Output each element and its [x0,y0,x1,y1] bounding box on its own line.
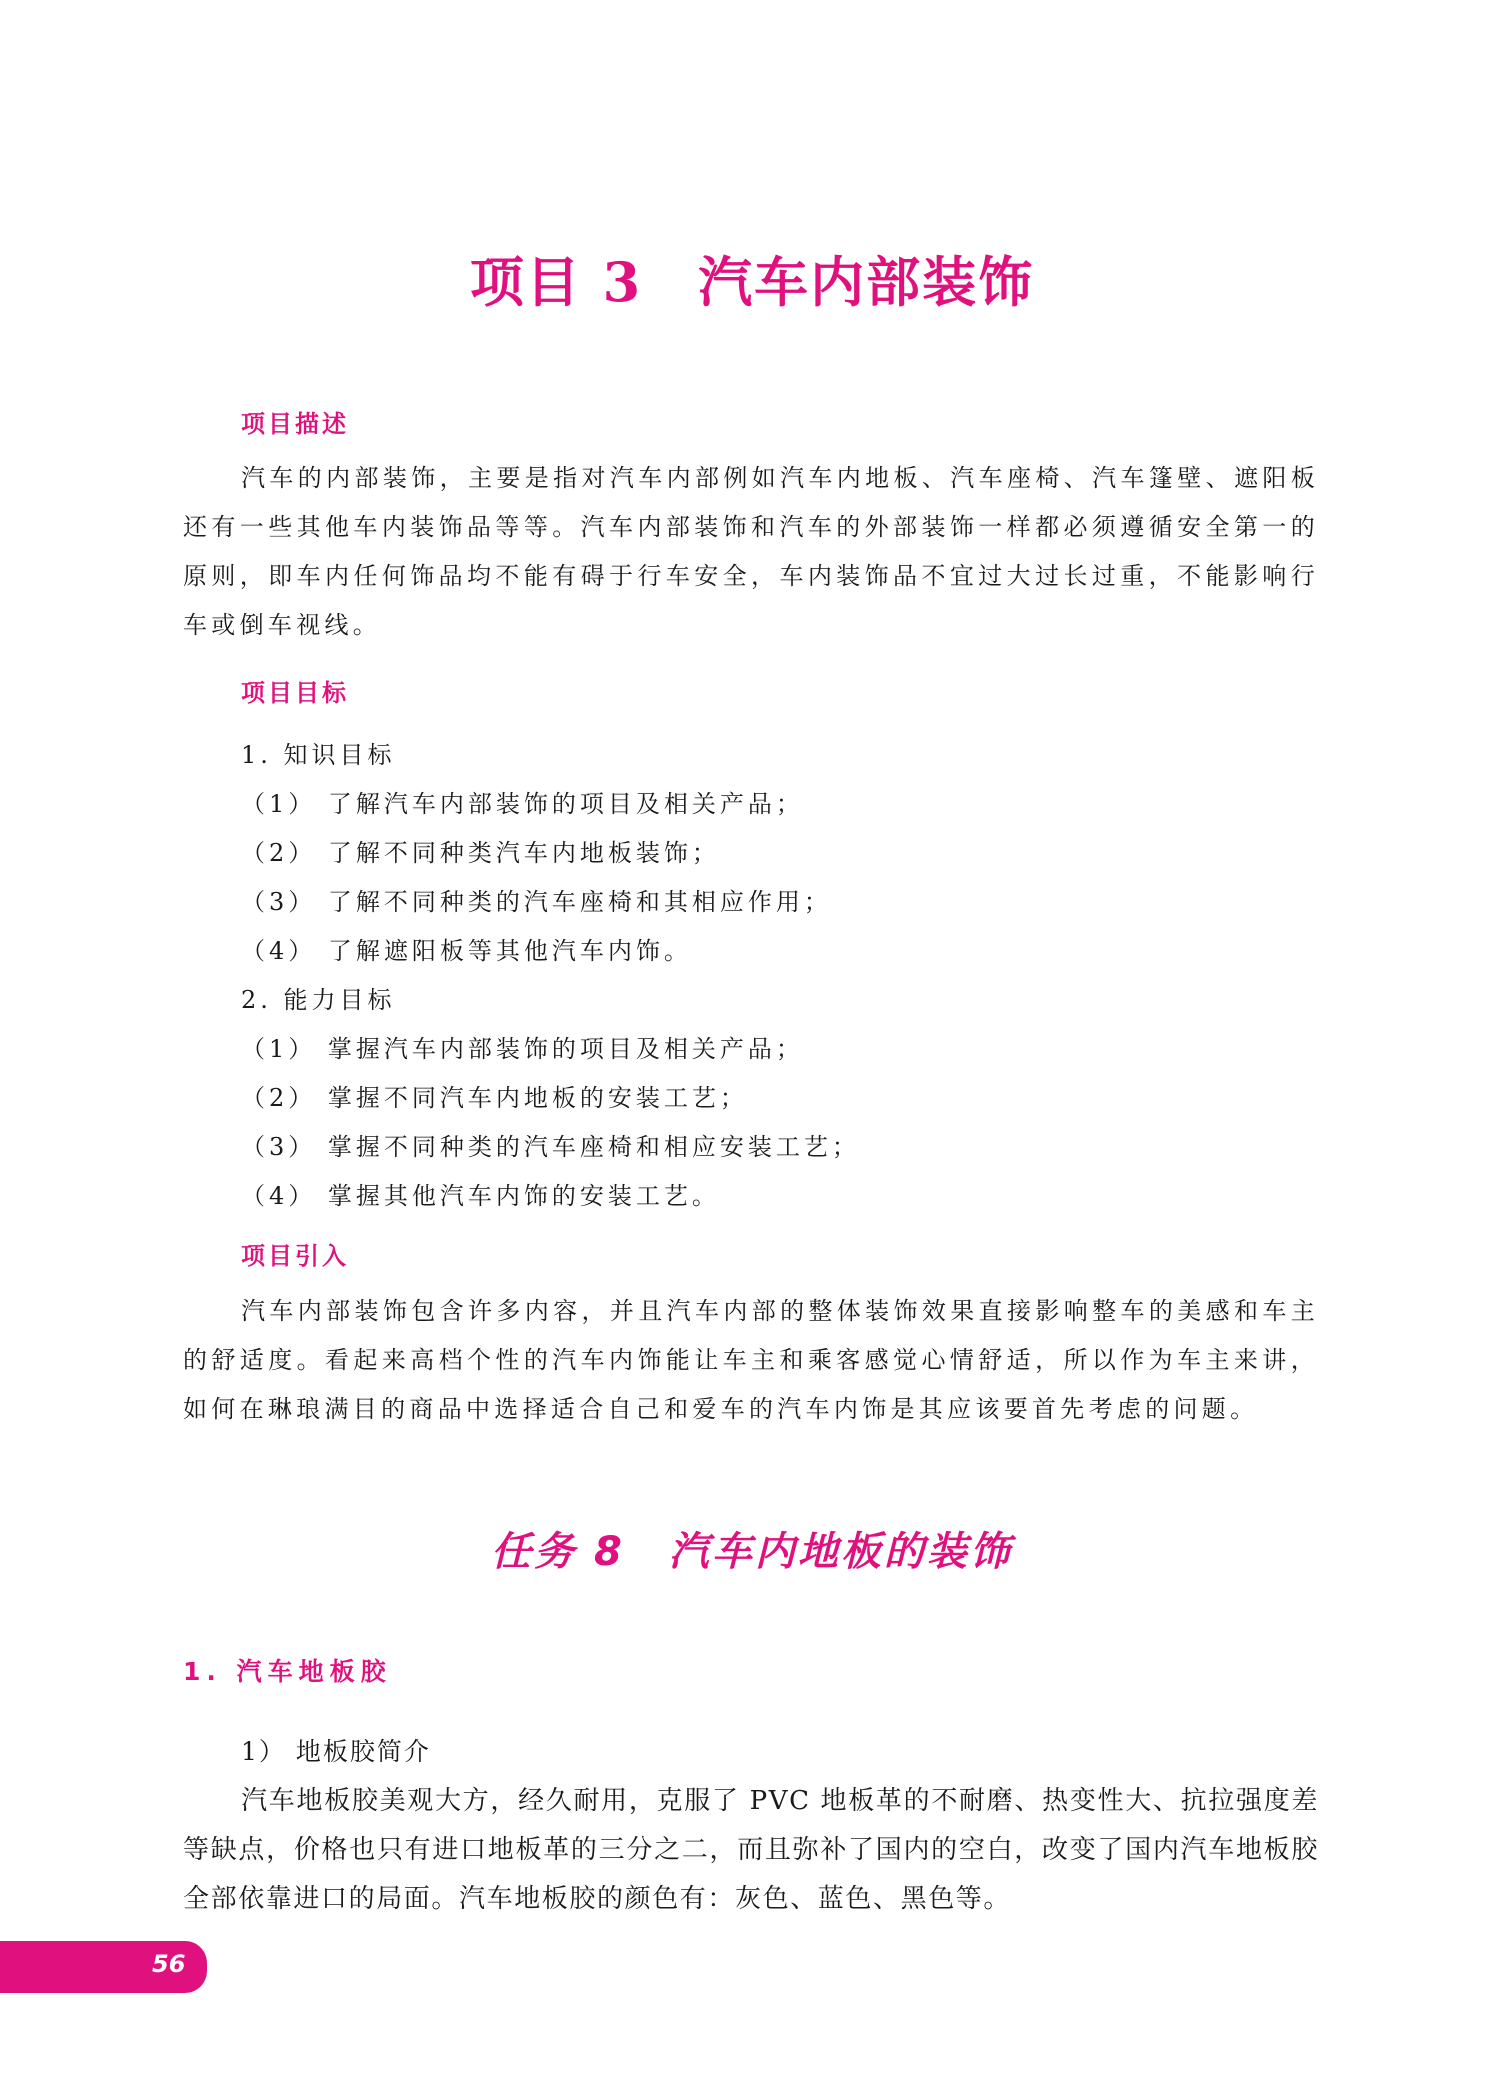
ability-goal-item: （3） 掌握不同种类的汽车座椅和相应安装工艺； [241,1133,860,1161]
knowledge-goal-item: （1） 了解汽车内部装饰的项目及相关产品； [241,790,804,818]
subsection-heading: 1） 地板胶简介 [241,1737,431,1766]
section-paragraph [183,1777,1319,1924]
knowledge-goal-item: （4） 了解遮阳板等其他汽车内饰。 [241,937,692,965]
task-title-text: 汽车内地板的装饰 [668,1529,1013,1575]
ability-goal-item: （2） 掌握不同汽车内地板的安装工艺； [241,1084,748,1112]
knowledge-goal-item: （2） 了解不同种类汽车内地板装饰； [241,839,720,867]
knowledge-goal-item: （3） 了解不同种类的汽车座椅和其相应作用； [241,888,832,916]
description-heading: 项目描述 [241,410,349,438]
objectives-heading: 项目目标 [241,679,349,707]
ability-goals-label: 2. 能力目标 [241,986,396,1014]
introduction-paragraph [183,1287,1319,1434]
knowledge-goals-label: 1. 知识目标 [241,741,396,769]
project-title-text: 汽车内部装饰 [698,250,1035,314]
project-title [0,240,1504,317]
description-paragraph [183,454,1319,650]
task-title [0,1520,1504,1577]
task-number: 任务 8 [491,1529,625,1575]
project-number: 项目 3 [469,250,643,314]
page-number: 56 [152,1950,186,1978]
ability-goal-item: （4） 掌握其他汽车内饰的安装工艺。 [241,1182,720,1210]
introduction-heading: 项目引入 [241,1242,349,1270]
introduction-text: 汽车内部装饰包含许多内容，并且汽车内部的整体装饰效果直接影响整车的美感和车主的舒适度。看起来高档个性的汽车内饰能让车主和乘客感觉心情舒适，所以作为车主来讲，如何在琳琅满目的商品中选择适合自己和爱车的汽车内饰是其应该要首先考虑的问题。 [183,1297,1319,1423]
section-heading: 1. 汽车地板胶 [183,1657,392,1686]
ability-goal-item: （1） 掌握汽车内部装饰的项目及相关产品； [241,1035,804,1063]
section-text: 汽车地板胶美观大方，经久耐用，克服了 PVC 地板革的不耐磨、热变性大、抗拉强度差等缺点，价格也只有进口地板革的三分之二，而且弥补了国内的空白，改变了国内汽车地板胶全部依靠进口的局面。汽车地板胶的颜色有：灰色、蓝色、黑色等。 [183,1786,1319,1914]
description-text: 汽车的内部装饰，主要是指对汽车内部例如汽车内地板、汽车座椅、汽车篷壁、遮阳板还有一些其他车内装饰品等等。汽车内部装饰和汽车的外部装饰一样都必须遵循安全第一的原则，即车内任何饰品均不能有碍于行车安全，车内装饰品不宜过大过长过重，不能影响行车或倒车视线。 [183,464,1319,639]
